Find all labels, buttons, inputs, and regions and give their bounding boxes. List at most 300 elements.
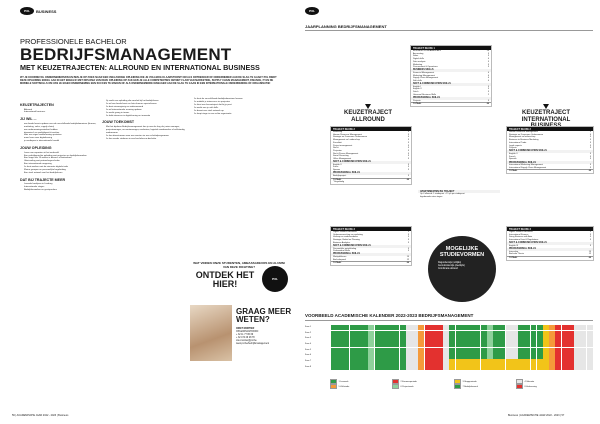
calendar-cell xyxy=(555,365,561,370)
row-value: 3 xyxy=(407,152,409,155)
calendar-cell xyxy=(574,325,580,330)
row-value: 60 xyxy=(588,256,591,259)
calendar-cell xyxy=(568,359,574,364)
calendar-cell xyxy=(462,342,468,347)
calendar-cell xyxy=(337,359,343,364)
row-label: English II xyxy=(333,163,342,166)
calendar-cell xyxy=(568,331,574,336)
calendar-cell xyxy=(387,359,393,364)
row-label: Frans xyxy=(333,166,339,169)
calendar-cell xyxy=(499,325,505,330)
calendar-cell xyxy=(537,359,543,364)
row-value: 60 xyxy=(588,170,591,173)
calendar-cell xyxy=(555,331,561,336)
calendar-cell xyxy=(506,331,512,336)
table-allround-2 xyxy=(330,126,412,185)
calendar-cell xyxy=(343,342,349,347)
bullet-item: • Uitwisseling met partnerhogescholen xyxy=(24,160,98,163)
calendar-cell xyxy=(331,348,337,353)
calendar-cell xyxy=(418,348,424,353)
calendar-cell xyxy=(343,348,349,353)
apart-title: APARTEMENTEN BIJ TRAJECT xyxy=(418,190,500,193)
calendar-cell xyxy=(524,331,530,336)
calendar-cell xyxy=(368,325,374,330)
calendar-cell xyxy=(493,353,499,358)
calendar-cell xyxy=(343,331,349,336)
row-value: 4 xyxy=(487,71,489,74)
row-label: TOTAAL xyxy=(509,170,518,173)
calendar-cell xyxy=(524,336,530,341)
calendar-cell xyxy=(574,331,580,336)
calendar-cell xyxy=(487,336,493,341)
calendar-cell xyxy=(512,353,518,358)
calendar-row-label: Fase 2 xyxy=(305,331,312,334)
row-value: 3 xyxy=(487,88,489,91)
calendar-cell xyxy=(443,365,449,370)
calendar-cell xyxy=(531,348,537,353)
bullet-item: • Je kan doorstromen naar een master via een schakelprogramma xyxy=(106,135,186,138)
calendar-cell xyxy=(437,325,443,330)
calendar-cell xyxy=(512,365,518,370)
calendar-cell xyxy=(350,342,356,347)
row-value: 3 xyxy=(407,239,409,242)
calendar-cell xyxy=(518,359,524,364)
calendar-cell xyxy=(580,325,586,330)
calendar-cell xyxy=(568,348,574,353)
calendar-cell xyxy=(443,359,449,364)
calendar-cell xyxy=(400,325,406,330)
calendar-cell xyxy=(537,331,543,336)
bullet-item: • Je loopt stage in een echte organisatie xyxy=(194,113,280,116)
calendar-cell xyxy=(555,353,561,358)
bullet-item: • Bedrijfsbezoeken en gastsprekers xyxy=(24,189,98,192)
calendar-cell xyxy=(406,359,412,364)
row-label: Bedrijfsproject xyxy=(333,174,347,177)
calendar-cell xyxy=(512,331,518,336)
calendar-cell xyxy=(449,353,455,358)
calendar-cell xyxy=(574,353,580,358)
calendar-cell xyxy=(524,325,530,330)
calendar-cell xyxy=(499,348,505,353)
row-value: 3 xyxy=(407,231,409,233)
row-label: Social Recruiting xyxy=(333,155,349,158)
calendar-cell xyxy=(356,365,362,370)
bullet-item: • Je kan verder studeren in een bachelor-na-bachelor xyxy=(106,138,186,141)
calendar-cell xyxy=(543,353,549,358)
calendar-cell xyxy=(531,353,537,358)
calendar-cell xyxy=(337,342,343,347)
calendar-cell xyxy=(443,331,449,336)
calendar-cell xyxy=(375,331,381,336)
calendar-cell xyxy=(487,353,493,358)
calendar-cell xyxy=(400,331,406,336)
calendar-cell xyxy=(468,331,474,336)
calendar-cell xyxy=(462,336,468,341)
calendar-cell xyxy=(512,348,518,353)
row-label: International Supply Chain Management xyxy=(509,166,547,169)
page-title: BEDRIJFSMANAGEMENT xyxy=(20,45,232,64)
legend-item xyxy=(392,384,454,389)
calendar-cell xyxy=(406,342,412,347)
calendar-cell xyxy=(362,353,368,358)
calendar-cell xyxy=(431,336,437,341)
bullet-list xyxy=(20,123,98,143)
column-2 xyxy=(102,100,186,140)
calendar-cell xyxy=(543,342,549,347)
calendar-cell xyxy=(481,353,487,358)
calendar-cell xyxy=(331,331,337,336)
row-value: 12 xyxy=(588,253,591,256)
apart-item: Ingebouwde extra stages xyxy=(420,195,443,198)
calendar-cell xyxy=(362,359,368,364)
calendar-cell xyxy=(537,342,543,347)
calendar-cell xyxy=(356,353,362,358)
calendar-cell xyxy=(580,342,586,347)
calendar-cell xyxy=(506,342,512,347)
calendar-cell xyxy=(406,325,412,330)
calendar-cell xyxy=(562,331,568,336)
calendar-cell xyxy=(437,348,443,353)
row-label: Spanish xyxy=(509,158,517,161)
row-label: Dutch xyxy=(413,91,419,94)
calendar-cell xyxy=(474,325,480,330)
row-value: 3 xyxy=(407,241,409,244)
calendar-cell xyxy=(468,325,474,330)
calendar-cell xyxy=(368,365,374,370)
kicker: PROFESSIONELE BACHELOR xyxy=(20,37,127,46)
calendar-cell xyxy=(468,353,474,358)
calendar-cell xyxy=(468,336,474,341)
pxl-logo: PXL xyxy=(20,7,34,15)
legend-label: 5 Zelfstudie xyxy=(338,385,350,388)
table-section: PROFESSIONAL SKILLS xyxy=(507,161,593,164)
row-value: 60 xyxy=(406,178,409,181)
calendar-cell xyxy=(499,353,505,358)
calendar-cell xyxy=(406,331,412,336)
bullet-item: • een ondernemingsmindset hebben xyxy=(24,129,98,132)
bullet-item: • Je leert werken met de nieuwste digitale tools xyxy=(24,166,98,169)
calendar-cell xyxy=(431,353,437,358)
bullet-item: • Je leert de verschillende bedrijfsdomeinen kennen xyxy=(194,98,280,101)
row-value: 3 xyxy=(589,233,591,236)
row-value: 3 xyxy=(589,166,591,169)
calendar-row xyxy=(305,325,593,330)
calendar-cell xyxy=(487,331,493,336)
calendar-cell xyxy=(449,365,455,370)
contact-web[interactable]: www.pxl.be/bedrijfsmanagement xyxy=(236,343,270,345)
calendar-cell xyxy=(356,359,362,364)
calendar-cell xyxy=(449,336,455,341)
calendar-cell xyxy=(381,342,387,347)
row-value: 3 xyxy=(407,144,409,147)
table-section: PROFESSIONAL SKILLS xyxy=(411,97,491,100)
row-label: Digital skills xyxy=(413,58,424,61)
row-value: 3 xyxy=(407,163,409,166)
legend-swatch xyxy=(330,384,337,389)
arrow-down-icon xyxy=(365,104,371,109)
bullet-item: • dynamisch en praktijkgericht werken xyxy=(24,132,98,135)
calendar-cell xyxy=(493,331,499,336)
calendar-cell xyxy=(400,342,406,347)
calendar-cell xyxy=(375,348,381,353)
row-value: 3 xyxy=(487,52,489,55)
row-value: 3 xyxy=(589,164,591,167)
calendar-cell xyxy=(331,353,337,358)
calendar-cell xyxy=(437,353,443,358)
row-value: 3 xyxy=(487,66,489,69)
calendar-cell xyxy=(437,331,443,336)
calendar-cell xyxy=(375,325,381,330)
table-header: TRAJECT KEUZE 2 xyxy=(331,127,411,131)
calendar-cell xyxy=(418,336,424,341)
row-label: Verkoop en onderhandelen xyxy=(333,236,358,239)
calendar-cell xyxy=(375,342,381,347)
bullet-item: • Een internationale omgeving xyxy=(24,163,98,166)
section-title: JIJ WIL ... xyxy=(20,117,37,122)
calendar-legend xyxy=(330,379,590,389)
apart-item: Op 4 allround: 1 studiepunt + 15 ph per studiepunt xyxy=(420,193,465,195)
row-value: 19 xyxy=(406,255,409,258)
contact-role: OPLEIDINGSHOOFD xyxy=(236,331,259,333)
intro-paragraph: ZIT JE KOORDEVOL ONDERNEMERSZIN EN BEN JE OP ZOEK NAAR EEN VEELZIJDIGE OPLEIDING DIE JE VOLLEDIG KLAARSTOOMT OM ALS ONTDEKKER OF ONDERNEMER AAN DE SLAG TE GAAN? PXL BIEDT DEZE OPLEIDING ENKEL AAN IN HET ENGELS! MET DIPLOMA VAN DEZE OPLEIDING OP ZAK HEB JE ALLE COMPETENTIES OM MET FLAIR VAN MARKETING, SUPPLY CHAIN MANAGEMENT, FINANCE, IT EN DE MOBIELE SOFTSKILLS OM VAN JE EIGEN ONDERNEMING EEN SUCCES TE MAKEN OF ALS ONDERNEMENDE MANAGER AAN DE SLAG TE GAAN IN EEN INTERNATIONALE ONDERNEMING OF ORGANISATIE! xyxy=(20,76,277,86)
calendar-row-label: Fase 8 xyxy=(305,365,312,368)
row-value: 3 xyxy=(589,141,591,144)
calendar-cell xyxy=(368,342,374,347)
bullet-item: • Je hebt interesse in digitalisering en innovatie xyxy=(106,115,186,118)
calendar-cell xyxy=(574,359,580,364)
calendar-cell xyxy=(543,336,549,341)
calendar-cell xyxy=(331,359,337,364)
calendar-cell xyxy=(531,325,537,330)
calendar-cell xyxy=(562,353,568,358)
calendar-cell xyxy=(456,336,462,341)
row-label: Ondernemerschap en marketing xyxy=(333,233,363,236)
calendar-cell xyxy=(393,342,399,347)
legend-label: 7 Bedrijfsbezoek xyxy=(462,385,478,388)
calendar-cell xyxy=(580,365,586,370)
calendar-cell xyxy=(487,359,493,364)
calendar-cell xyxy=(512,359,518,364)
calendar-cell xyxy=(381,331,387,336)
table-header: TRAJECT KEUZE 1 xyxy=(411,46,491,50)
row-label: Recht Proces Management xyxy=(333,152,359,155)
calendar-row-label: Fase 5 xyxy=(305,348,312,351)
calendar-cell xyxy=(574,365,580,370)
row-label: International Finance xyxy=(509,233,529,236)
bullet-item: • meer leren over digitalisering xyxy=(24,137,98,140)
legend-swatch xyxy=(454,384,461,389)
column-2-list xyxy=(102,100,186,117)
calendar-cell xyxy=(362,331,368,336)
calendar-cell xyxy=(356,342,362,347)
row-value: 3 xyxy=(407,166,409,169)
row-label: English II xyxy=(413,88,422,91)
calendar-cell xyxy=(343,365,349,370)
row-label: Spaans xyxy=(333,169,341,172)
calendar-cell xyxy=(499,365,505,370)
logo-brand: BUSINESS xyxy=(36,9,57,14)
contact-mail[interactable]: oriet.mortier@pxl.be xyxy=(236,340,257,342)
calendar-cell xyxy=(474,353,480,358)
calendar-cell xyxy=(474,365,480,370)
calendar-cell xyxy=(555,336,561,341)
row-label: Marketing Management xyxy=(413,74,435,77)
calendar-cell xyxy=(487,342,493,347)
calendar-cell xyxy=(449,325,455,330)
table-row xyxy=(507,256,593,260)
row-label: Marketing xyxy=(413,63,423,66)
legend-label: 6 Projectweek xyxy=(400,385,414,388)
calendar-cell xyxy=(425,336,431,341)
calendar-cell xyxy=(343,336,349,341)
table-section: SOFT & COMMUNICATION SKILLS xyxy=(507,242,593,245)
calendar-cell xyxy=(587,359,593,364)
calendar-cell xyxy=(381,336,387,341)
calendar-cell xyxy=(456,331,462,336)
row-label: Marketing xyxy=(333,131,343,133)
banner-cta[interactable]: ONTDEK HET HIER! xyxy=(195,270,255,290)
bullet-item: • Leren van experten uit het werkveld xyxy=(24,152,98,155)
calendar-cell xyxy=(587,331,593,336)
row-value: 3 xyxy=(407,247,409,250)
calendar-cell xyxy=(481,359,487,364)
section-title-toekomst: JOUW TOEKOMST xyxy=(102,120,135,125)
bullet-item: • International business xyxy=(24,111,98,114)
row-label: French xyxy=(509,155,516,158)
calendar-cell xyxy=(368,331,374,336)
calendar-cell xyxy=(412,342,418,347)
calendar-cell xyxy=(562,348,568,353)
calendar-cell xyxy=(531,336,537,341)
bullet-item: • Lerende bedrijven in Limburg xyxy=(24,183,98,186)
row-value: 3 xyxy=(407,149,409,152)
bullet-item: • Je kiest een keuzetraject dat bij je past xyxy=(194,104,280,107)
calendar-cell xyxy=(350,331,356,336)
calendar-cell xyxy=(549,331,555,336)
row-value: 3 xyxy=(407,174,409,177)
calendar-cell xyxy=(531,342,537,347)
row-label: Sales xyxy=(413,55,419,58)
calendar-cell xyxy=(343,353,349,358)
calendar-cell xyxy=(362,342,368,347)
calendar-rule xyxy=(305,320,593,321)
row-label: Projects xyxy=(413,99,421,102)
row-label: Human Resource Management xyxy=(333,133,362,136)
bullet-list xyxy=(20,109,98,115)
row-value: 3 xyxy=(407,155,409,158)
calendar-cell xyxy=(350,336,356,341)
calendar-cell xyxy=(493,365,499,370)
calendar-cell xyxy=(524,348,530,353)
calendar-cell xyxy=(555,359,561,364)
calendar-cell xyxy=(493,359,499,364)
calendar-cell xyxy=(574,336,580,341)
calendar-cell xyxy=(393,365,399,370)
calendar-cell xyxy=(493,342,499,347)
row-label: Digital Trends & Business xyxy=(509,231,533,233)
row-value: 3 xyxy=(589,139,591,142)
row-label: Professional Skills xyxy=(333,250,350,253)
contact-phone-2[interactable]: + 32 474 29 28 78 xyxy=(236,337,255,339)
bullet-item: • Een stage van 13 weken in binnen- of buitenland xyxy=(24,157,98,160)
calendar-row-label: Fase 6 xyxy=(305,354,312,357)
calendar-cell xyxy=(549,353,555,358)
row-value: 3 xyxy=(407,133,409,136)
calendar-cell xyxy=(431,365,437,370)
calendar-cell xyxy=(518,348,524,353)
calendar-cell xyxy=(574,348,580,353)
calendar-cell xyxy=(562,336,568,341)
row-label: Legal aspects xyxy=(509,144,522,147)
calendar-cell xyxy=(400,336,406,341)
contact-phone[interactable]: + 32 11 77 86 69 xyxy=(236,334,254,336)
calendar-cell xyxy=(350,348,356,353)
calendar-cell xyxy=(431,342,437,347)
calendar-cell xyxy=(549,365,555,370)
calendar-cell xyxy=(462,325,468,330)
calendar-cell xyxy=(331,365,337,370)
column-3 xyxy=(190,98,280,115)
row-value: 4 xyxy=(487,77,489,80)
calendar-cell xyxy=(387,353,393,358)
calendar-cell xyxy=(524,359,530,364)
bullet-item: • Je bouwt een sterk netwerk op xyxy=(194,110,280,113)
bullet-list xyxy=(20,152,98,175)
calendar-cell xyxy=(518,331,524,336)
section-title: JOUW OPLEIDING xyxy=(20,146,52,151)
row-label: Accounting xyxy=(413,52,424,55)
row-label: Management en Leiderschap xyxy=(333,139,360,142)
calendar-cell xyxy=(337,348,343,353)
calendar-cell xyxy=(431,359,437,364)
calendar-cell xyxy=(375,353,381,358)
calendar-cell xyxy=(587,325,593,330)
calendar-cell xyxy=(337,325,343,330)
row-label: Financial Management xyxy=(413,71,435,74)
calendar-cell xyxy=(437,342,443,347)
table-section: SOFT & COMMUNICATION SKILLS xyxy=(411,83,491,86)
row-value: 3 xyxy=(407,250,409,253)
bullet-item: • Je wil een brede basis en later kunnen specialiseren xyxy=(106,103,186,106)
row-value: 3 xyxy=(407,158,409,161)
table-section: BUSINESS SKILLS xyxy=(411,69,491,72)
row-label: Business to Business Marketing xyxy=(509,139,539,142)
table-section: SOFT & COMMUNICATION SKILLS xyxy=(507,150,593,153)
calendar-cell xyxy=(368,353,374,358)
bullet-list xyxy=(20,183,98,192)
legend-swatch xyxy=(516,384,523,389)
calendar-cell xyxy=(418,331,424,336)
calendar-cell xyxy=(362,365,368,370)
calendar-cell xyxy=(443,348,449,353)
calendar-cell xyxy=(449,331,455,336)
row-label: Business Analytics xyxy=(333,241,351,244)
row-label: English II xyxy=(509,152,518,155)
row-value: 3 xyxy=(589,239,591,242)
calendar-cell xyxy=(487,365,493,370)
row-value: 4 xyxy=(487,58,489,61)
calendar-cell xyxy=(568,336,574,341)
row-value: 3 xyxy=(589,131,591,133)
calendar-cell xyxy=(543,331,549,336)
row-label: Strategie, Beleid en Planning xyxy=(333,239,360,242)
calendar-cell xyxy=(512,336,518,341)
header-rule xyxy=(305,30,593,31)
calendar-cell xyxy=(387,331,393,336)
calendar-cell xyxy=(381,359,387,364)
row-value: 3 xyxy=(589,231,591,233)
row-label: Universal Business Skills xyxy=(413,93,437,96)
